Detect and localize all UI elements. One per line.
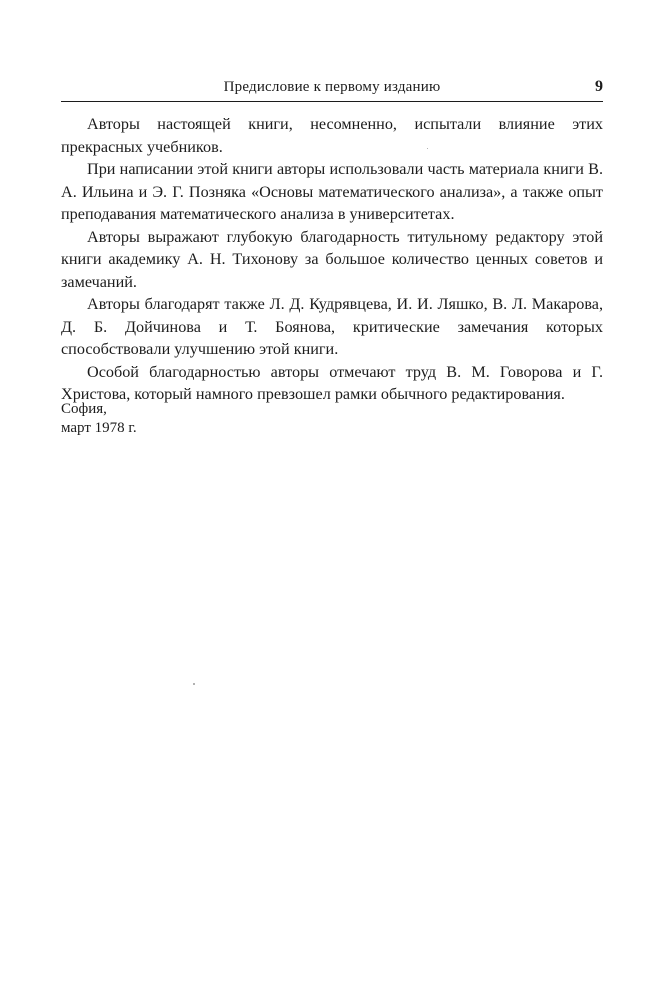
scan-speck xyxy=(193,683,195,685)
header-rule xyxy=(61,101,603,102)
paragraph-materials: При написании этой книги авторы использовали часть материала книги В. А. Ильина и Э. Г. Позняка «Основы математического анализа», а также опыт преподавания математического анализа в университетах. xyxy=(61,160,603,223)
signature-date: март 1978 г. xyxy=(61,420,137,436)
running-head xyxy=(61,76,603,100)
scan-speck xyxy=(427,148,428,149)
paragraph-thanks-reviewers: Авторы благодарят также Л. Д. Кудрявцева, И. И. Ляшко, В. Л. Макарова, Д. Б. Дойчинова и Т. Боянова, критические замечания которых способствовали улучшению этой книги. xyxy=(61,295,603,358)
paragraph-thanks-editing: Особой благодарностью авторы отмечают труд В. М. Говорова и Г. Христова, который намного превзошел рамки обычного редактирования. xyxy=(61,362,603,403)
running-head-title: Предисловие к первому изданию xyxy=(223,79,441,95)
signature-place: София, xyxy=(61,401,107,417)
paragraph-thanks-editor: Авторы выражают глубокую благодарность титульному редактору этой книги академику А. Н. Тихонову за большое количество ценных советов и замечаний. xyxy=(61,227,603,291)
signature-block xyxy=(61,400,137,438)
page-number: 9 xyxy=(595,78,603,95)
body-text xyxy=(61,113,603,406)
paragraph-influence: Авторы настоящей книги, несомненно, испытали влияние этих прекрасных учебников. xyxy=(61,115,603,156)
